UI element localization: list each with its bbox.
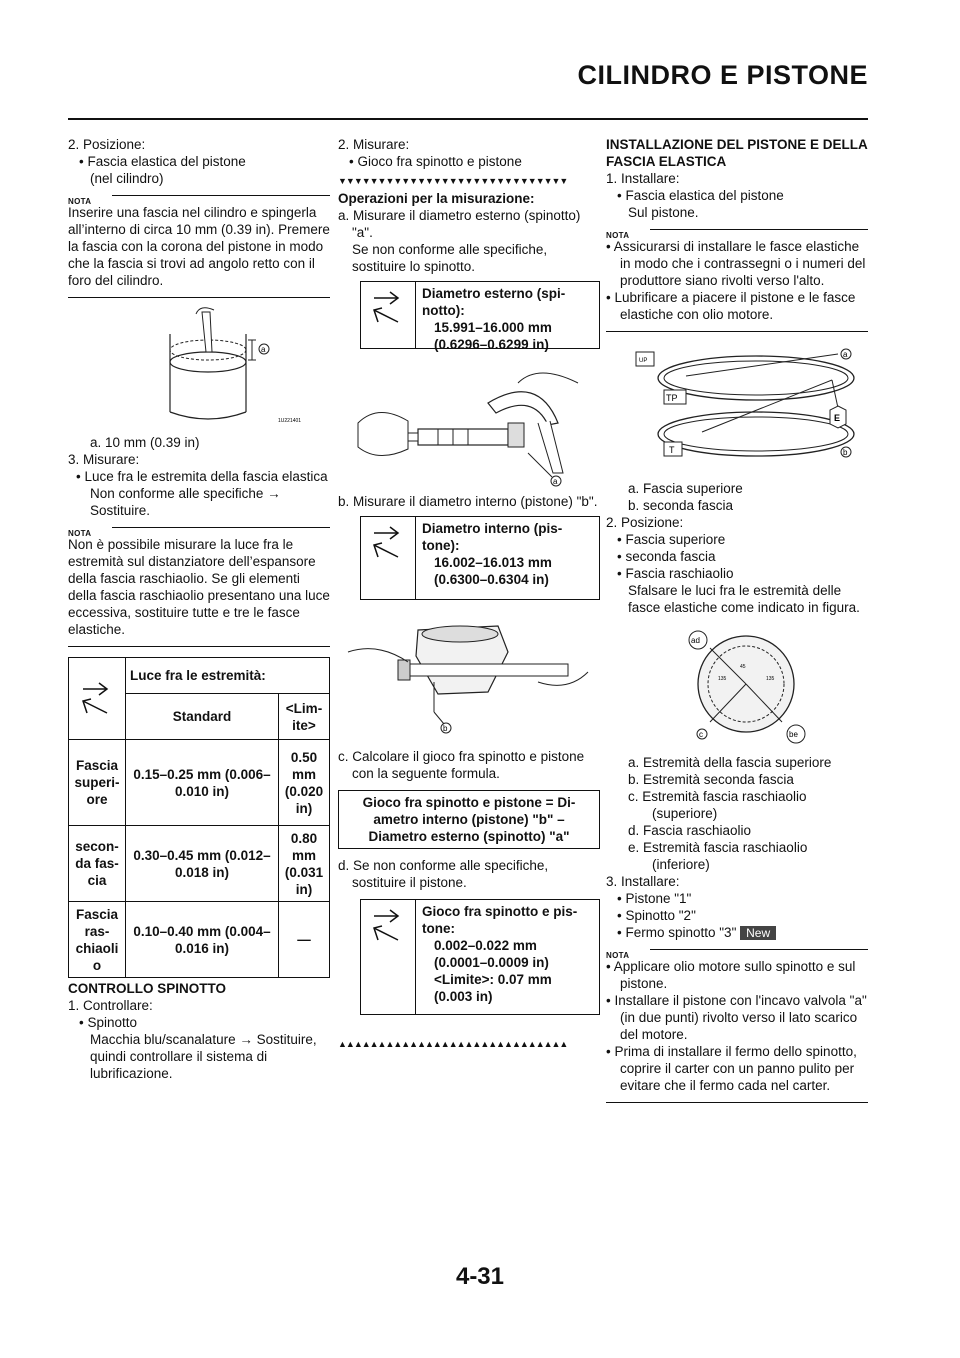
fig5-callout-c: c (699, 730, 703, 739)
fig4-t-label: T (669, 445, 675, 455)
install-step-2: 2. Posizione: (606, 515, 684, 530)
figure-ring-in-cylinder (68, 304, 330, 430)
step-2-position: 2. Posizione: (68, 137, 146, 152)
nota-label: NOTA (606, 231, 630, 240)
nota-box-1 (68, 195, 330, 298)
bullet-top-ring: • Fascia superiore (617, 532, 726, 547)
nota-text-1: Inserire una fascia nel cilindro e spingerla all’interno di circa 10 mm (0.39 in). Premere la fascia con la corona del pistone in modo che la fascia si trovi ad angolo retto con il foro del cilindro. (68, 201, 330, 298)
step-a: a. Misurare il diametro esterno (spinotto) "a". (338, 208, 581, 240)
fig5-angle-135-left: 135 (718, 676, 727, 682)
nota-label: NOTA (68, 197, 92, 206)
bullet-piston: • Pistone "1" (617, 891, 692, 906)
nota-bullet: • Lubrificare a piacere il pistone e le fasce elastiche con olio motore. (606, 290, 856, 322)
install-step-3: 3. Installare: (606, 874, 680, 889)
header-rule (68, 118, 868, 120)
table-header-limit: <Limite> (279, 694, 330, 740)
table-title: Luce fra le estremità: (126, 658, 330, 694)
nota-bullet: • Installare il pistone con l'incavo valvola "a" (in due punti) rivolto verso il lato scarico del motore. (606, 993, 867, 1042)
fig5-angle-135-right: 135 (766, 676, 775, 682)
table-row: Fascia superiore 0.15–0.25 mm (0.006–0.010 in) 0.50 mm (0.020 in) (69, 740, 330, 826)
fig5-caption: e. Estremità fascia raschiaolio (inferiore) (628, 840, 808, 872)
table-row: Fascia raschiaoli o 0.10–0.40 mm (0.004–0.016 in) — (69, 902, 330, 978)
bullet-piston-ring: • Fascia elastica del pistone (79, 154, 246, 169)
ring-gap-table (68, 657, 330, 978)
page-title: CILINDRO E PISTONE (577, 60, 868, 90)
bullet-pin-clearance: • Gioco fra spinotto e pistone (349, 154, 522, 169)
spec-value: 15.991–16.000 mm (434, 320, 552, 335)
bullet-pin: • Spinotto (79, 1015, 138, 1030)
arrows-down-row: ▼▼▼▼▼▼▼▼▼▼▼▼▼▼▼▼▼▼▼▼▼▼▼▼▼▼▼▼▼ (338, 176, 568, 186)
arrows-up-row: ▲▲▲▲▲▲▲▲▲▲▲▲▲▲▲▲▲▲▲▲▲▲▲▲▲▲▲▲▲ (338, 1039, 568, 1049)
fig5-caption: c. Estremità fascia raschiaolio (superiore) (628, 789, 807, 821)
bullet-on-piston: Sul pistone. (628, 205, 699, 220)
figure-piston-rings (606, 346, 868, 474)
spec-title: Diametro interno (pistone): (422, 521, 563, 553)
figure-ring-gap-positions (606, 626, 868, 746)
bullet-oil-ring: • Fascia raschiaolio (617, 566, 734, 581)
spec-value-in: (0.6296–0.6299 in) (434, 337, 549, 352)
spec-title: Diametro esterno (spinotto): (422, 286, 566, 318)
step-a-action: Se non conforme alle specifiche, sostituire lo spinotto. (352, 242, 548, 274)
fig3-callout-b: b (443, 724, 448, 733)
spec-limit-in: (0.003 in) (434, 989, 493, 1004)
spec-value-in: (0.6300–0.6304 in) (434, 572, 549, 587)
step-2-description: Sfalsare le luci fra le estremità delle fasce elastiche come indicato in figura. (628, 583, 860, 615)
step-c: c. Calcolare il gioco fra spinotto e pistone con la seguente formula. (338, 749, 585, 781)
fig4-caption-a: a. Fascia superiore (628, 481, 743, 496)
bullet-second-ring: • seconda fascia (617, 549, 716, 564)
bullet-piston-ring: • Fascia elastica del pistone (617, 188, 784, 203)
fig1-code: 1U221401 (278, 418, 302, 424)
step-3-action: Non conforme alle specifiche → Sostituire. (90, 486, 281, 518)
fig5-callout-be: be (789, 730, 798, 739)
spec-icon-cell (361, 282, 416, 348)
spec-icon-cell (69, 658, 126, 740)
bullet-piston-pin: • Spinotto "2" (617, 908, 696, 923)
fig4-tp-label: TP (666, 393, 678, 403)
caliper-icon (368, 906, 408, 946)
step-b: b. Misurare il diametro interno (pistone) "b". (338, 494, 598, 509)
column-3 (606, 136, 868, 1103)
formula-box: Gioco fra spinotto e pistone = Diametro interno (pistone) "b" – Diametro esterno (spinotto) "a" (338, 790, 600, 849)
fig5-caption: a. Estremità della fascia superiore (628, 755, 832, 770)
fig5-angle-45: 45 (740, 664, 746, 670)
fig2-callout-a: a (553, 477, 558, 486)
column-1 (68, 136, 330, 1082)
column-2 (338, 136, 600, 1049)
bullet-in-cylinder: (nel cilindro) (90, 171, 164, 186)
install-step-1: 1. Installare: (606, 171, 680, 186)
fig5-caption: b. Estremità seconda fascia (628, 772, 794, 787)
bullet-ring-gap: • Luce fra le estremita della fascia elastica (76, 469, 328, 484)
step-d: d. Se non conforme alle specifiche, sostituire il pistone. (338, 858, 549, 890)
section-title-pin-check: CONTROLLO SPINOTTO (68, 981, 226, 996)
nota-label: NOTA (68, 529, 92, 538)
fig1-caption: a. 10 mm (0.39 in) (90, 435, 200, 450)
fig5-callout-ad: ad (691, 636, 700, 645)
nota-bullet: • Assicurarsi di installare le fasce elastiche in modo che i contrassegni o i numeri del produttore siano rivolti verso l'alto. (606, 239, 866, 288)
spec-value-in: (0.0001–0.0009 in) (434, 955, 549, 970)
nota-text-2: Non è possibile misurare la luce fra le estremità sul distanziatore dell’espansore della fascia raschiaolio. Se gli elementi della fascia raschiaolio presentano una luce eccessiva, sostituire tutte e tre le fasce elastiche. (68, 533, 330, 647)
caliper-icon (368, 288, 408, 328)
caliper-icon (368, 523, 408, 563)
spec-icon-cell (361, 517, 416, 599)
figure-micrometer (338, 363, 600, 493)
nota-bullet: • Applicare olio motore sullo spinotto e sul pistone. (606, 959, 856, 991)
fig5-captions (606, 754, 868, 873)
fig4-callout-a: a (843, 350, 848, 359)
nota-bullet: • Prima di installare il fermo dello spinotto, coprire il carter con un panno pulito per evitare che il fermo cada nel carter. (606, 1044, 857, 1093)
bullet-pin-clip: • Fermo spinotto "3" New (606, 924, 868, 941)
fig4-engine-oil-icon: E (834, 413, 841, 423)
page-number: 4-31 (455, 1263, 505, 1290)
fig4-up-label: UP (639, 358, 648, 364)
nota-label: NOTA (606, 951, 630, 960)
nota-box-4 (606, 949, 868, 1103)
nota-box-3 (606, 229, 868, 332)
spec-box-pin-od (360, 281, 600, 352)
step-2-measure: 2. Misurare: (338, 137, 410, 152)
new-part-badge: New (740, 926, 776, 940)
spec-limit: <Limite>: 0.07 mm (434, 972, 552, 987)
spec-box-clearance (360, 899, 600, 1015)
pin-step-1: 1. Controllare: (68, 998, 153, 1013)
nota-box-2 (68, 527, 330, 647)
spec-title: Gioco fra spinotto e pistone: (422, 904, 578, 936)
fig5-caption: d. Fascia raschiaolio (628, 823, 752, 838)
pin-action: Macchia blu/scanalature → Sostituire, quindi controllare il sistema di lubrificazione. (90, 1032, 317, 1081)
fig4-caption-b: b. seconda fascia (628, 498, 734, 513)
fig4-callout-b: b (843, 448, 848, 457)
spec-value: 0.002–0.022 mm (434, 938, 537, 953)
figure-bore-gauge (338, 612, 600, 742)
spec-value: 16.002–16.013 mm (434, 555, 552, 570)
section-title-install: INSTALLAZIONE DEL PISTONE E DELLA FASCIA ELASTICA (606, 137, 868, 169)
step-3-measure: 3. Misurare: (68, 452, 140, 467)
fig1-callout-a: a (261, 345, 266, 354)
caliper-icon (77, 679, 117, 719)
spec-icon-cell (361, 900, 416, 1014)
table-row: seconda fascia 0.30–0.45 mm (0.012–0.018 in) 0.80 mm (0.031 in) (69, 826, 330, 902)
procedure-title: Operazioni per la misurazione: (338, 191, 535, 206)
spec-box-piston-id (360, 516, 600, 600)
table-header-standard: Standard (126, 694, 279, 740)
